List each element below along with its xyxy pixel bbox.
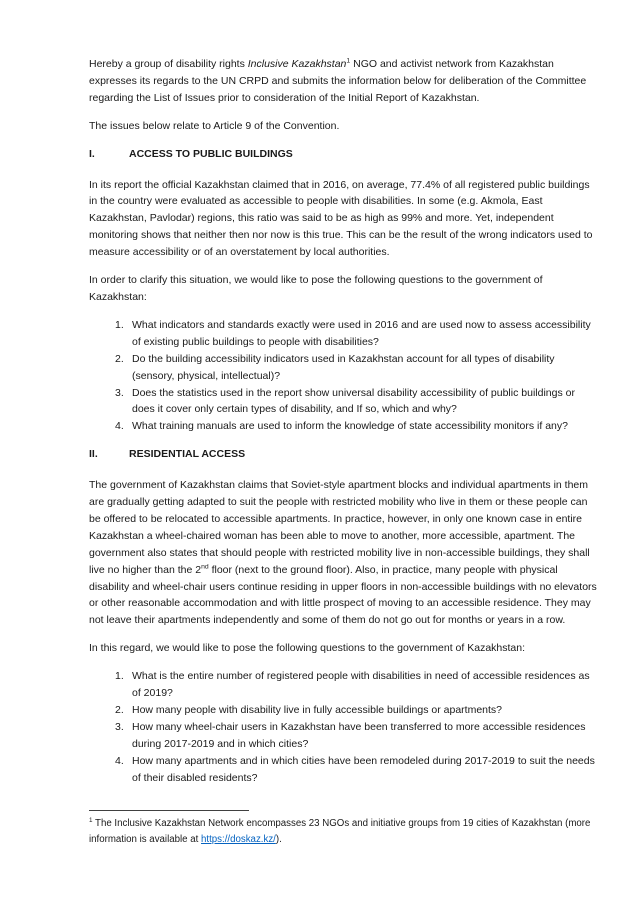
question-item [115, 702, 598, 719]
section-2-text-start: The government of Kazakhstan claims that Soviet-style apartment blocks and individual apartments in them are gradually getting adapted to suit the people with restricted mobility who live in them or these people can be offered to be relocated to accessible apartments. In practice, however, in only one known case in entire Kazakhstan a wheel-chaired woman has been able to move to another, more accessible, apartment. The government also states that should people with restricted mobility live in non-accessible buildings, they shall live no higher than the 2 [89, 479, 590, 576]
section-1-numeral: I. [89, 147, 95, 160]
section-2-paragraph-1 [89, 477, 598, 629]
footnote-text-end: ). [275, 834, 282, 846]
document-body [89, 56, 598, 798]
footnote-paragraph [89, 816, 598, 848]
question-text: What training manuals are used to inform the knowledge of state accessibility monitors if any? [132, 420, 568, 433]
ngo-name-italic: Inclusive Kazakhstan [247, 58, 347, 70]
question-number: 1. [115, 670, 124, 683]
question-item [115, 719, 598, 753]
ordinal-superscript: nd [201, 563, 209, 571]
footnote-marker: 1 [89, 816, 93, 824]
question-number: 4. [115, 754, 124, 767]
section-2-paragraph-2: In this regard, we would like to pose the following questions to the government of Kazakhstan: [89, 642, 526, 655]
section-2-numeral: II. [89, 448, 98, 461]
question-text: Do the building accessibility indicators used in Kazakhstan account for all types of disability (sensory, physical, intellectual)? [132, 352, 555, 382]
footnote-text-start: The Inclusive Kazakhstan Network encompasses 23 NGOs and initiative groups from 19 cities of Kazakhstan (more information is available at [89, 818, 591, 846]
footnote-section [89, 810, 598, 859]
question-text: How many apartments and in which cities have been remodeled during 2017-2019 to suit the needs of their disabled residents? [132, 754, 595, 784]
section-1-paragraph-2: In order to clarify this situation, we would like to pose the following questions to the government of Kazakhstan: [89, 274, 543, 303]
question-item [115, 385, 598, 419]
question-text: What indicators and standards exactly were used in 2016 and are used now to assess accessibility of existing public buildings to people with disabilities? [132, 318, 591, 348]
question-text: What is the entire number of registered people with disabilities in need of accessible residences as of 2019? [132, 670, 590, 700]
question-item [115, 668, 598, 702]
question-number: 3. [115, 720, 124, 733]
question-item [115, 418, 598, 435]
section-1-paragraph-1: In its report the official Kazakhstan claimed that in 2016, on average, 77.4% of all registered public buildings in the country were evaluated as accessible to people with disabilities. In some (e.g. Akmola, East Kazakhstan, Pavlodar) regions, this ratio was said to be as high as 99% and more. Yet, independent monitoring shows that neither then nor now is this true. This can be the result of the wrong indicators used to measure accessibility or of an overstatement by local authorities. [89, 178, 593, 259]
section-2-heading [89, 446, 598, 463]
section-1-title: ACCESS TO PUBLIC BUILDINGS [129, 147, 293, 160]
section-1-heading [89, 146, 598, 163]
intro-text-start: Hereby a group of disability rights [89, 58, 248, 70]
question-text: How many wheel-chair users in Kazakhstan have been transferred to more accessible residences during 2017-2019 and in which cities? [132, 720, 586, 750]
question-text: Does the statistics used in the report show universal disability accessibility of public buildings or does it cover only certain types of disability, and If so, which and why? [132, 386, 575, 416]
question-item [115, 351, 598, 385]
question-number: 3. [115, 386, 124, 399]
footnote-separator [89, 810, 249, 811]
section-2-title: RESIDENTIAL ACCESS [129, 448, 246, 461]
question-number: 2. [115, 352, 124, 365]
section-2-text-end: floor (next to the ground floor). Also, in practice, many people with physical disability and wheel-chair users continue residing in upper floors in non-accessible buildings with no elevators or other reasonable accommodation and with little prospect of moving to an accessible residence. They may not leave their apartments independently and some of them do not go out for months or years in a row. [89, 563, 597, 627]
question-number: 1. [115, 318, 124, 331]
question-item [115, 317, 598, 351]
section-2-question-list [89, 668, 598, 786]
question-number: 2. [115, 704, 124, 716]
question-text: How many people with disability live in fully accessible buildings or apartments? [132, 704, 503, 716]
question-item [115, 753, 598, 787]
question-number: 4. [115, 420, 124, 433]
section-1-question-list [89, 317, 598, 435]
footnote-link[interactable]: https://doskaz.kz/ [201, 834, 276, 846]
intro-text-end: NGO and activist network from Kazakhstan expresses its regards to the UN CRPD and submits the information below for deliberation of the Committee regarding the List of Issues prior to consideration of the Initial Report of Kazakhstan. [89, 58, 587, 104]
intro-paragraph [89, 56, 598, 107]
article-paragraph: The issues below relate to Article 9 of the Convention. [89, 119, 340, 132]
footnote-reference: 1 [346, 57, 351, 65]
